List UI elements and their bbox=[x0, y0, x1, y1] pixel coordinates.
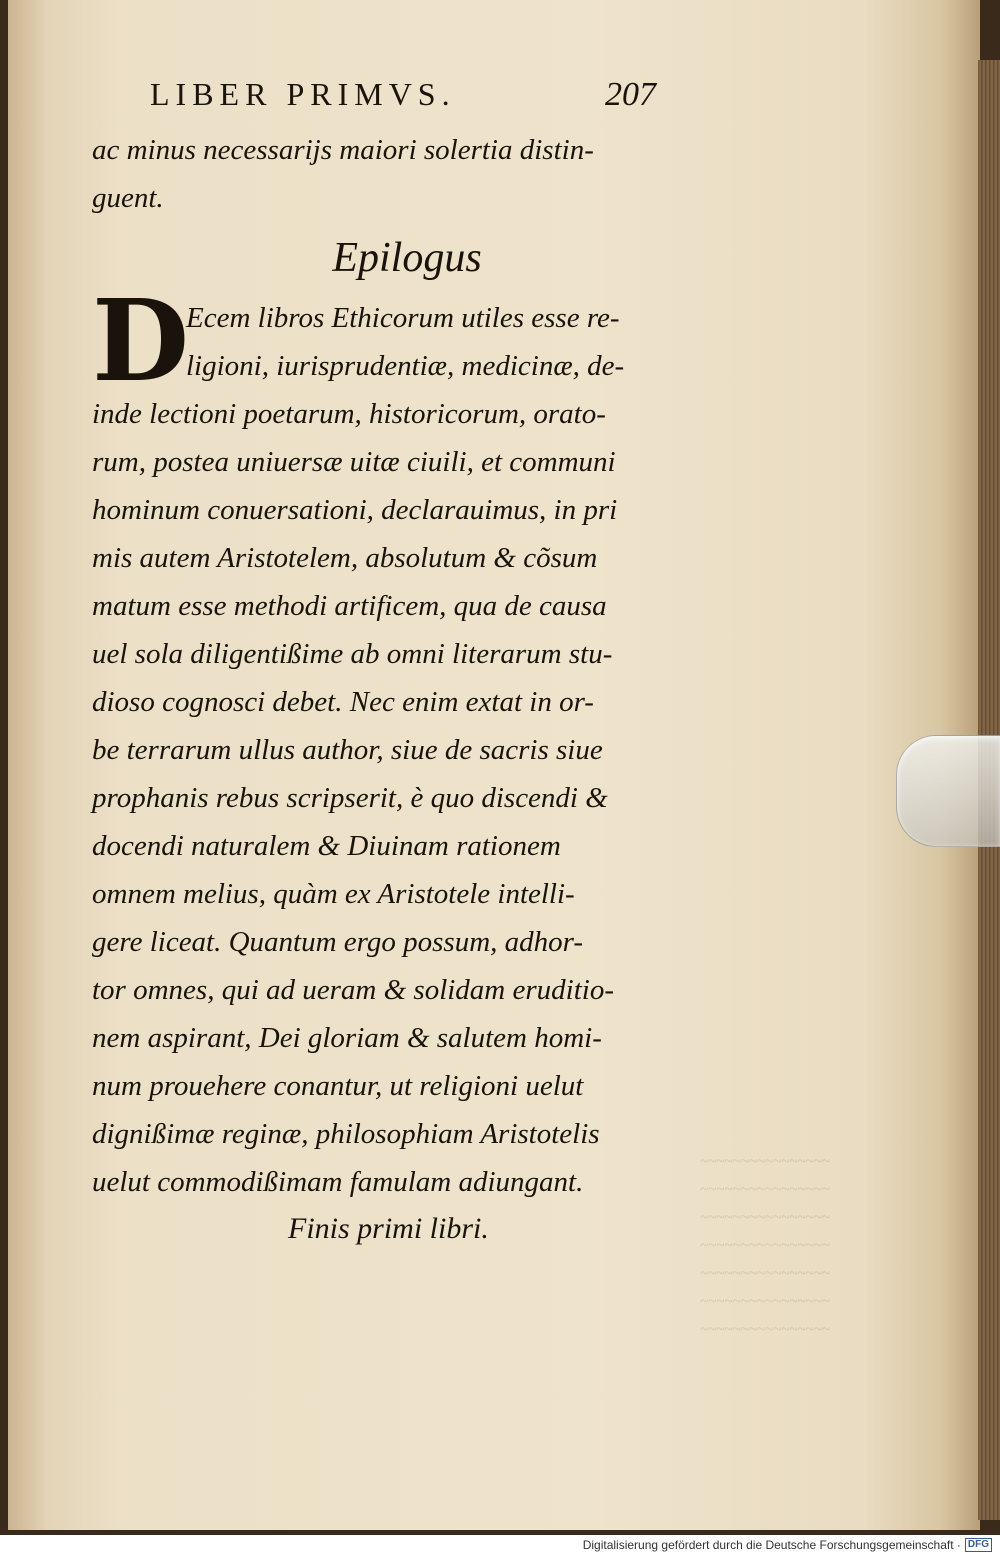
text-line: nem aspirant, Dei gloriam & salutem homi- bbox=[92, 1022, 602, 1054]
text-line: dioso cognosci debet. Nec enim extat in or- bbox=[92, 686, 594, 718]
text-line: inde lectioni poetarum, historicorum, orato- bbox=[92, 398, 606, 430]
page-number: 207 bbox=[605, 76, 656, 113]
dfg-logo: DFG bbox=[965, 1538, 992, 1552]
text-line: guent. bbox=[92, 182, 164, 214]
text-line: rum, postea uniuersæ uitæ ciuili, et communi bbox=[92, 446, 616, 478]
text-line: gere liceat. Quantum ergo possum, adhor- bbox=[92, 926, 584, 958]
section-title: Epilogus bbox=[332, 235, 482, 281]
text-line: omnem melius, quàm ex Aristotele intelli- bbox=[92, 878, 575, 910]
show-through-text: ~~~~~~~~~~~~~~~~ ~~~~~~~~~~~~~~~~ ~~~~~~~~~~~~~~~~ ~~~~~~~~~~~~~~~~ ~~~~~~~~~~~~~~~~ ~~~~~~~~~~~~~~~~ ~~~~~~~~~~~~~~~~ bbox=[700, 1154, 830, 1338]
funding-credit bbox=[583, 1537, 992, 1553]
text-line: ac minus necessarijs maiori solertia distin- bbox=[92, 134, 594, 166]
text-line: tor omnes, qui ad ueram & solidam eruditio- bbox=[92, 974, 614, 1006]
text-line: be terrarum ullus author, siue de sacris siue bbox=[92, 734, 603, 766]
page-clip bbox=[896, 735, 1000, 847]
running-head: LIBER PRIMVS. bbox=[150, 76, 456, 112]
colophon-finis: Finis primi libri. bbox=[288, 1212, 489, 1245]
text-line: uel sola diligentißime ab omni literarum stu- bbox=[92, 638, 613, 670]
text-line: uelut commodißimam famulam adiungant. bbox=[92, 1166, 584, 1198]
text-line: hominum conuersationi, declarauimus, in pri bbox=[92, 494, 618, 526]
text-line: Ecem libros Ethicorum utiles esse re- bbox=[186, 302, 620, 334]
body-text bbox=[92, 126, 692, 1206]
text-line: docendi naturalem & Diuinam rationem bbox=[92, 830, 561, 862]
page-header bbox=[150, 76, 690, 120]
text-line: ligioni, iurisprudentiæ, medicinæ, de- bbox=[186, 350, 625, 382]
drop-cap-initial: D bbox=[92, 276, 190, 407]
text-line: dignißimæ reginæ, philosophiam Aristotelis bbox=[92, 1118, 600, 1150]
text-line: mis autem Aristotelem, absolutum & cõsum bbox=[92, 542, 598, 574]
text-line: prophanis rebus scripserit, è quo discendi & bbox=[92, 782, 608, 814]
text-line: num prouehere conantur, ut religioni uelut bbox=[92, 1070, 584, 1102]
epilogue-paragraph bbox=[92, 276, 692, 1206]
credit-text: Digitalisierung gefördert durch die Deutsche Forschungsgemeinschaft · bbox=[582, 1538, 961, 1552]
text-line: matum esse methodi artificem, qua de causa bbox=[92, 590, 607, 622]
